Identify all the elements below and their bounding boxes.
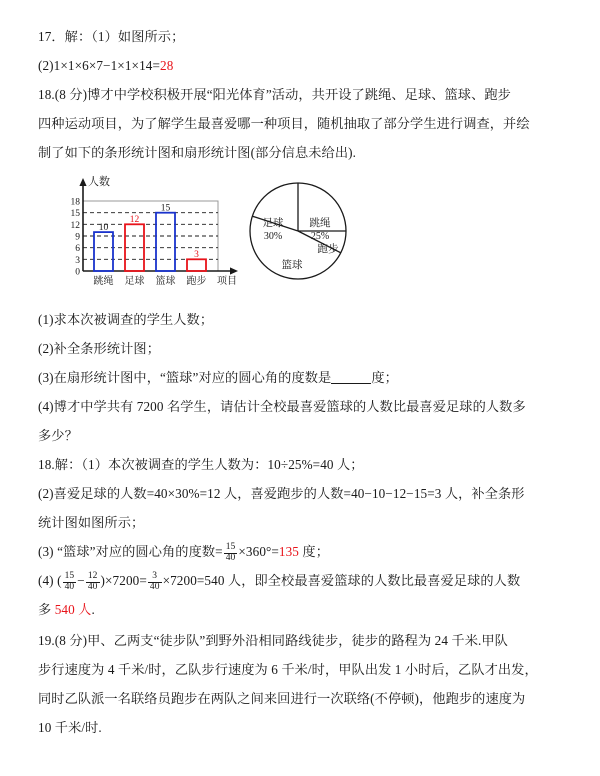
q18-sub-1: (1)求本次被调查的学生人数； bbox=[38, 312, 214, 327]
pie-label-tiaosheng: 跳绳 bbox=[309, 217, 331, 229]
q18-sub-4-line-2: 多少？ bbox=[38, 428, 78, 443]
fraction-3-over-40 bbox=[148, 572, 162, 593]
q18-sol6-answer: 540 人 bbox=[54, 602, 92, 617]
fraction-15-over-40 bbox=[224, 543, 238, 564]
q18-problem-line-3: 制了如下的条形统计图和扇形统计图(部分信息未给出). bbox=[38, 145, 356, 160]
q18-problem-line-2: 四种运动项目，为了解学生最喜爱哪一种项目，随机抽取了部分学生进行调查，并绘 bbox=[38, 116, 530, 131]
pie-label-lanqiu: 篮球 bbox=[281, 259, 303, 271]
q18-sol4-answer: 135 bbox=[278, 544, 300, 559]
q18-sol4-text-b: ×360°= bbox=[238, 544, 279, 559]
q19-line-4: 10 千米/时. bbox=[38, 720, 102, 735]
x-axis-title: 项目 bbox=[217, 276, 237, 287]
y-axis-arrow bbox=[79, 178, 86, 186]
q18-sub-3 bbox=[0, 363, 600, 392]
q18-solution-line-6 bbox=[0, 595, 600, 624]
q18-sub-3-blank[interactable] bbox=[331, 383, 371, 384]
fraction-numerator: 15 bbox=[64, 571, 75, 582]
y-tick-15: 15 bbox=[70, 209, 80, 220]
q18-sub-3-text-b: 度； bbox=[371, 370, 398, 385]
bar-value-paobu: 3 bbox=[194, 250, 199, 261]
q18-sol5-text-b: )×7200= bbox=[100, 573, 147, 588]
bar-chart bbox=[55, 171, 255, 303]
q18-sol6-text-b: . bbox=[91, 602, 95, 617]
y-tick-6: 6 bbox=[75, 244, 80, 255]
bar-value-tiaosheng: 10 bbox=[98, 223, 109, 233]
fraction-denominator: 40 bbox=[149, 582, 160, 593]
y-tick-0: 0 bbox=[75, 267, 80, 278]
bar-value-lanqiu: 15 bbox=[160, 203, 171, 214]
q18-sub-4-line-1: (4)博才中学共有 7200 名学生，请估计全校最喜爱篮球的人数比最喜爱足球的人数多 bbox=[38, 399, 526, 414]
bar-chart-svg bbox=[55, 171, 255, 303]
pie-chart bbox=[240, 175, 360, 297]
q18-problem-line-1: 18.(8 分)博才中学校积极开展“阳光体育”活动，共开设了跳绳、足球、篮球、跑步 bbox=[38, 87, 511, 102]
pie-percent-tiaosheng: 25% bbox=[310, 231, 330, 242]
y-tick-3: 3 bbox=[75, 255, 80, 266]
x-axis-arrow bbox=[230, 267, 238, 274]
q17-line-1: 17．解：（1）如图所示； bbox=[38, 29, 185, 44]
x-tick-labels bbox=[94, 274, 207, 287]
q19-line-2: 步行速度为 4 千米/时，乙队步行速度为 6 千米/时，甲队出发 1 小时后，乙队才出发， bbox=[38, 662, 538, 677]
q18-sol4-text-a: (3) “篮球”对应的圆心角的度数= bbox=[38, 544, 223, 559]
q19-line-3: 同时乙队派一名联络员跑步在两队之间来回进行一次联络(不停顿)，他跑步的速度为 bbox=[38, 691, 526, 706]
bar-tiaosheng bbox=[94, 232, 113, 271]
y-tick-9: 9 bbox=[75, 232, 80, 243]
q18-solution-line-4 bbox=[0, 537, 600, 566]
y-tick-labels bbox=[71, 198, 81, 278]
q17-expression: (2)1×1×6×7−1×1×14= bbox=[38, 58, 160, 73]
figures-row bbox=[0, 171, 600, 303]
fraction-denominator: 40 bbox=[87, 582, 98, 593]
q18-solution-line-1: 18.解：（1）本次被调查的学生人数为：10÷25%=40 人； bbox=[38, 457, 364, 472]
fraction-denominator: 40 bbox=[225, 553, 236, 564]
bar-value-zuqiu: 12 bbox=[129, 215, 140, 226]
q18-sol5-text-c: ×7200=540 人，即全校最喜爱篮球的人数比最喜爱足球的人数 bbox=[162, 573, 521, 588]
pie-chart-svg bbox=[240, 175, 360, 297]
q18-sub-3-text-a: (3)在扇形统计图中，“篮球”对应的圆心角的度数是 bbox=[38, 370, 332, 385]
q18-solution-line-3: 统计图如图所示； bbox=[38, 515, 145, 530]
q18-sol4-text-c: 度； bbox=[299, 544, 329, 559]
bar-paobu bbox=[187, 259, 206, 271]
y-tick-18: 18 bbox=[70, 197, 80, 208]
x-label-paobu: 跑步 bbox=[186, 276, 207, 287]
q18-solution-line-2: (2)喜爱足球的人数=40×30%=12 人，喜爱跑步的人数=40−10−12−15=3 人，补全条形 bbox=[38, 486, 525, 501]
y-tick-12: 12 bbox=[70, 220, 80, 231]
q17-answer: 28 bbox=[160, 58, 174, 73]
q19-line-1: 19.(8 分)甲、乙两支“徒步队”到野外沿相同路线徒步，徒步的路程为 24 千米.甲队 bbox=[38, 633, 508, 648]
q18-sub-2: (2)补全条形统计图； bbox=[38, 341, 160, 356]
fraction-12-over-40 bbox=[86, 572, 100, 593]
x-label-lanqiu: 篮球 bbox=[155, 276, 176, 287]
fraction-numerator: 15 bbox=[225, 542, 236, 553]
x-label-zuqiu: 足球 bbox=[124, 276, 145, 287]
y-axis-title: 人数 bbox=[88, 175, 110, 188]
fraction-denominator: 40 bbox=[64, 582, 75, 593]
fraction-numerator: 3 bbox=[152, 571, 158, 582]
fraction-numerator: 12 bbox=[87, 571, 98, 582]
pie-label-zuqiu: 足球 bbox=[262, 217, 284, 229]
pie-label-paobu: 跑步 bbox=[317, 243, 339, 255]
q17-line-2 bbox=[0, 51, 600, 80]
q18-sol6-text-a: 多 bbox=[38, 602, 55, 617]
q18-sol5-text-a: (4) ( bbox=[38, 573, 62, 588]
q18-solution-line-5 bbox=[0, 566, 600, 595]
q18-sol5-minus: − bbox=[77, 573, 85, 588]
pie-percent-zuqiu: 30% bbox=[263, 231, 283, 242]
fraction-15-over-40-b bbox=[63, 572, 77, 593]
bar-lanqiu bbox=[156, 213, 175, 271]
x-label-tiaosheng: 跳绳 bbox=[93, 276, 114, 287]
